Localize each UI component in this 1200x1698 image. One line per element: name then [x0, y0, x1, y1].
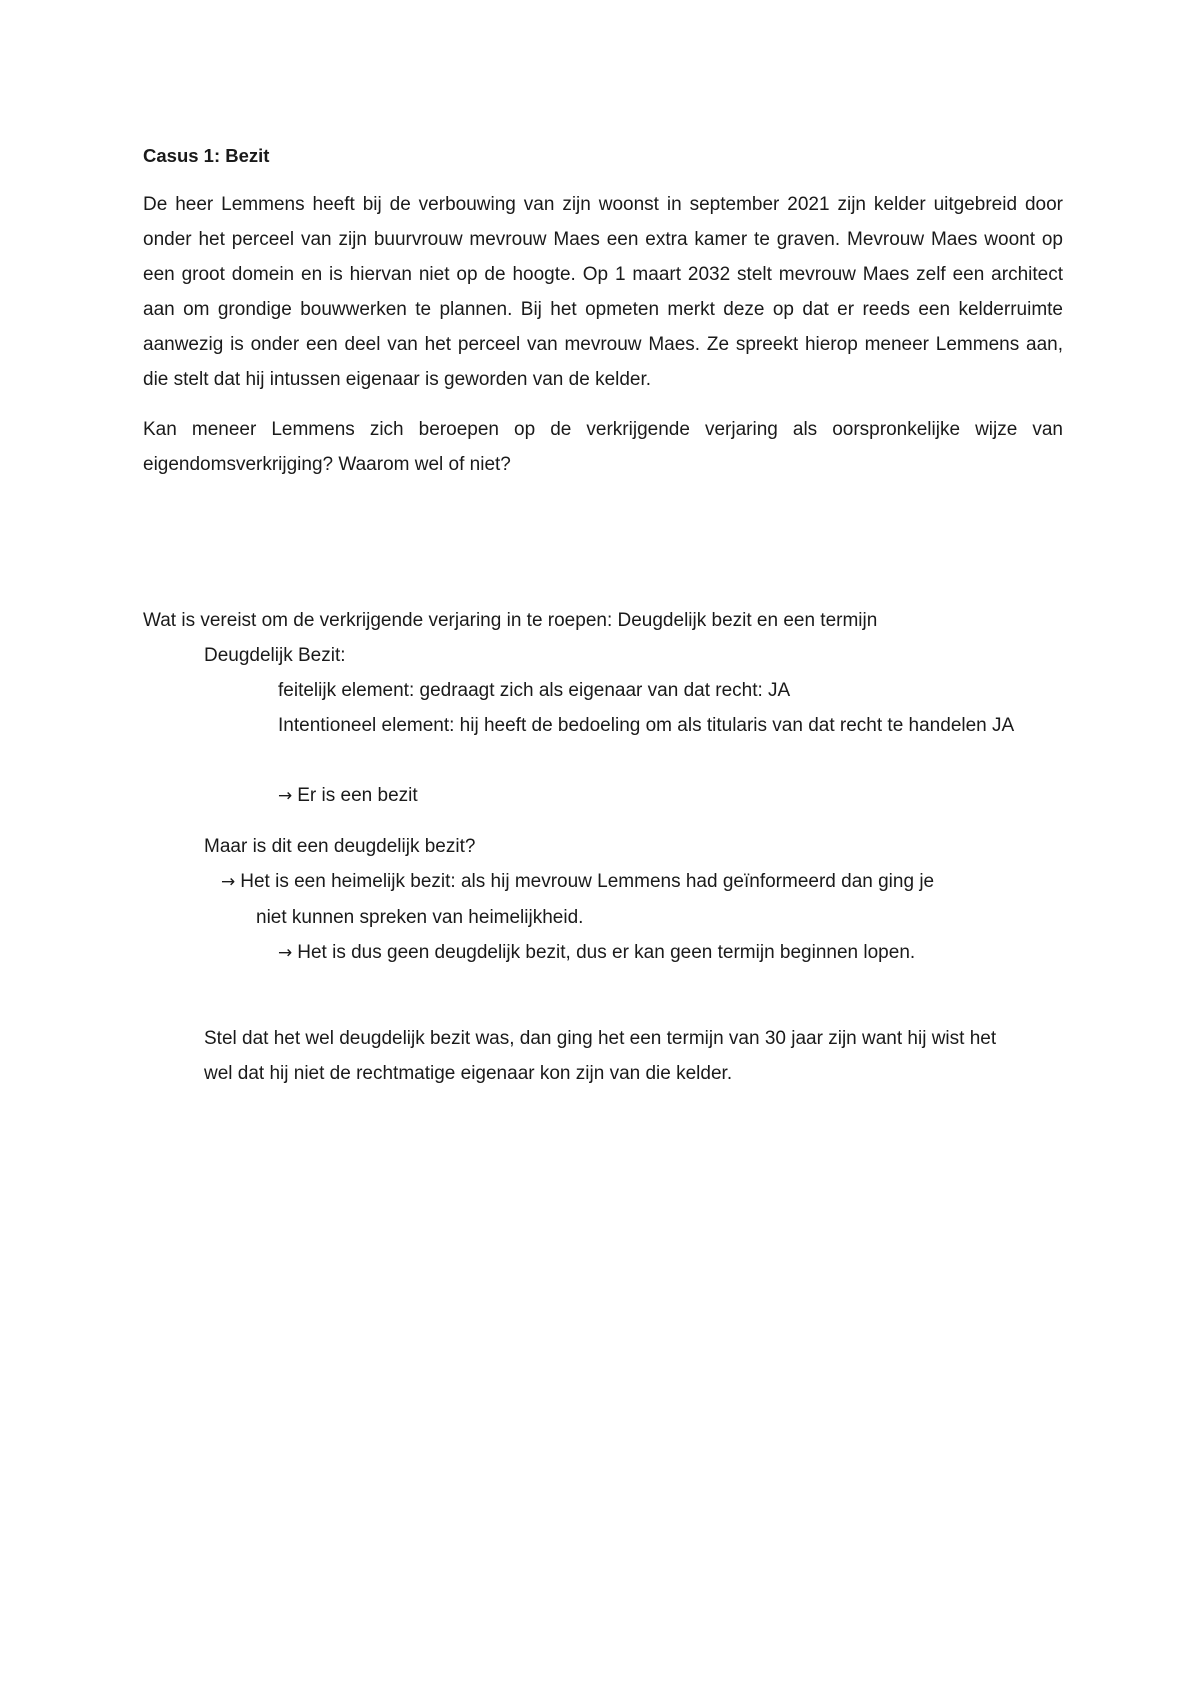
conclusion-bezit-line: [143, 778, 1063, 814]
heimelijk-line-2: niet kunnen spreken van heimelijkheid.: [256, 907, 584, 928]
spacer: [143, 743, 1063, 778]
section-gap: [143, 497, 1063, 603]
question-deugdelijk: Maar is dit een deugdelijk bezit?: [204, 836, 476, 857]
answer-section: [143, 603, 1063, 1091]
termijn-line-1: Stel dat het wel deugdelijk bezit was, dan ging het een termijn van 30 jaar zijn want hij wist het: [204, 1028, 997, 1049]
arrow-right-icon: →: [221, 872, 236, 892]
requirement-line: Wat is vereist om de verkrijgende verjaring in te roepen: Deugdelijk bezit en een termijn: [143, 610, 878, 631]
case-paragraph: De heer Lemmens heeft bij de verbouwing van zijn woonst in september 2021 zijn kelder uitgebreid door onder het perceel van zijn buurvrouw mevrouw Maes een extra kamer te graven. Mevrouw Maes woont op een groot domein en is hiervan niet op de hoogte. Op 1 maart 2032 stelt mevrouw Maes zelf een architect aan om grondige bouwwerken te plannen. Bij het opmeten merkt deze op dat er reeds een kelderruimte aanwezig is onder een deel van het perceel van mevrouw Maes. Ze spreekt hierop meneer Lemmens aan, die stelt dat hij intussen eigenaar is geworden van de kelder.: [143, 194, 1063, 390]
heimelijk-line-1: [143, 864, 1063, 900]
spacer: [143, 971, 1063, 1021]
arrow-right-icon: →: [278, 786, 293, 806]
arrow-right-icon: →: [278, 943, 293, 963]
conclusion-deugdelijk-line: [143, 935, 1063, 971]
conclusion-bezit: Er is een bezit: [297, 785, 418, 806]
termijn-line-2: wel dat hij niet de rechtmatige eigenaar kon zijn van die kelder.: [204, 1063, 733, 1084]
document-title: Casus 1: Bezit: [143, 145, 270, 166]
heimelijk-text-1: Het is een heimelijk bezit: als hij mevrouw Lemmens had geïnformeerd dan ging je: [240, 871, 935, 892]
feitelijk-element: feitelijk element: gedraagt zich als eigenaar van dat recht: JA: [278, 680, 791, 701]
intentioneel-element: Intentioneel element: hij heeft de bedoeling om als titularis van dat recht te handelen JA: [278, 715, 1015, 736]
case-question: Kan meneer Lemmens zich beroepen op de verkrijgende verjaring als oorspronkelijke wijze van eigendomsverkrijging? Waarom wel of niet?: [143, 419, 1063, 475]
conclusion-deugdelijk: Het is dus geen deugdelijk bezit, dus er kan geen termijn beginnen lopen.: [297, 942, 916, 963]
spacer: [143, 814, 1063, 829]
bezit-heading: Deugdelijk Bezit:: [204, 645, 346, 666]
